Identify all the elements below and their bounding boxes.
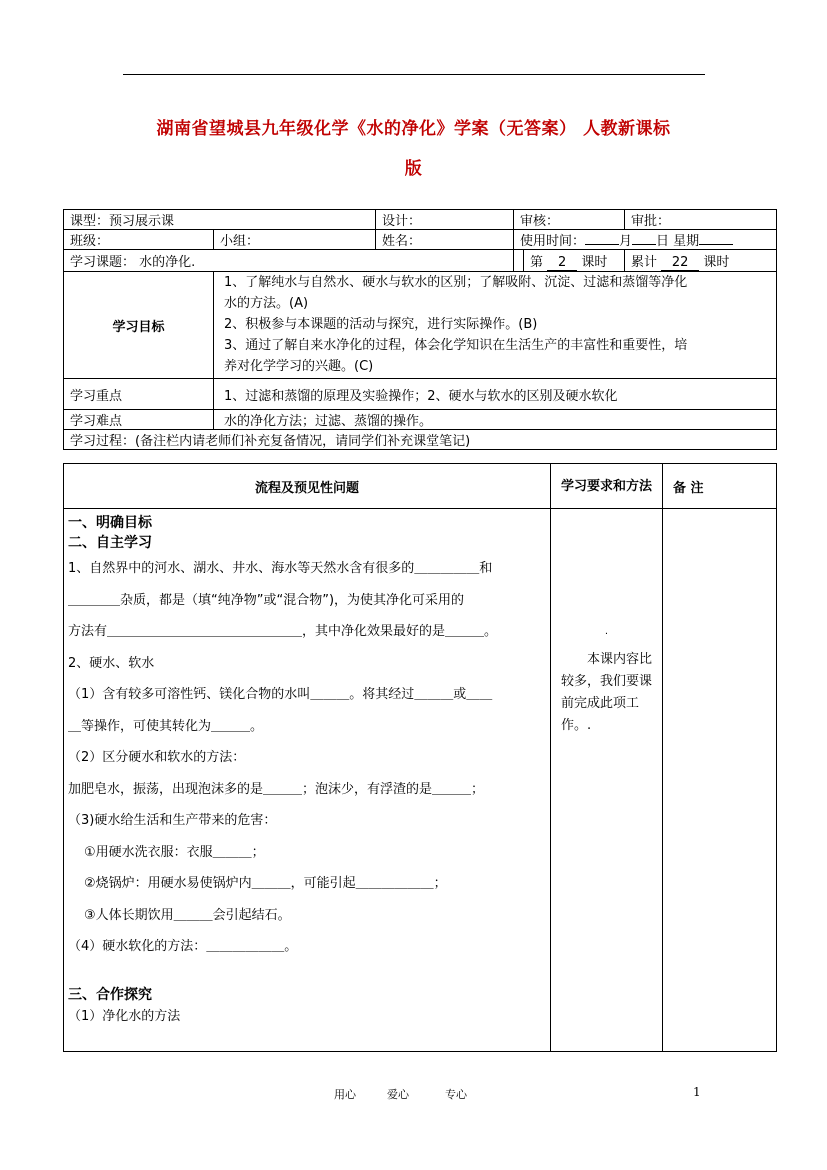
total-suffix: 课时 [703,254,730,270]
goals-label: 学习目标 [64,272,214,379]
reviewer-field: 审核： [514,210,625,230]
mark: . [604,626,609,637]
footer-motto: 专心 [445,1088,467,1101]
question-line: ＿等操作，可使其转化为＿＿＿。 [68,718,264,734]
designer-field: 设计： [376,210,514,230]
section-heading: 三、合作探究 [68,986,152,1003]
document-title-continued: 版 [404,159,423,179]
column-note-header: 备 注 [663,464,777,509]
goal-line: 水的方法。(A) [224,296,309,311]
course-type: 课型：预习展示课 [64,210,376,230]
remarks-column [663,509,777,1052]
blank [699,244,733,245]
question-line: 1、自然界中的河水、湖水、井水、海水等天然水含有很多的＿＿＿＿＿和 [68,561,493,576]
day-label: 日 星期 [656,234,700,249]
approver-field: 审批： [625,210,777,230]
topic-field [64,250,514,272]
use-time-label: 使用时间： [520,234,586,249]
method-note: 本课内容比较多，我们要课前完成此项工作。. [561,652,653,733]
total-lessons [625,250,777,272]
month-label: 月 [619,234,633,249]
question-line: 2、硬水、软水 [68,655,155,671]
question-line: 方法有＿＿＿＿＿＿＿＿＿＿＿＿＿＿＿，其中净化效果最好的是＿＿＿。 [68,624,498,639]
question-line: ③人体长期饮用＿＿＿会引起结石。 [84,907,291,923]
class-field: 班级： [64,230,214,250]
use-time-field [514,230,777,250]
question-line: 加肥皂水，振荡，出现泡沫多的是＿＿＿；泡沫少，有浮渣的是＿＿＿； [68,781,485,797]
goal-line: 养对化学学习的兴趣。(C) [224,359,374,374]
question-line: （1）含有较多可溶性钙、镁化合物的水叫＿＿＿。将其经过＿＿＿或＿＿ [68,687,493,702]
header-rule [123,74,705,75]
lesson-num: 2 [547,256,577,271]
question-line: （1）净化水的方法 [68,1008,181,1024]
question-line: （4）硬水软化的方法：＿＿＿＿＿＿。 [68,939,298,954]
learning-process-table [63,463,777,1052]
lesson-number [524,250,625,272]
key-points-label: 学习重点 [64,379,214,410]
lesson-prefix: 第 [530,254,544,270]
question-line: ②烧锅炉：用硬水易使锅炉内＿＿＿，可能引起＿＿＿＿＿＿； [84,876,447,891]
flow-content [64,509,551,1052]
goal-line: 1、了解纯水与自然水、硬水与软水的区别；了解吸附、沉淀、过滤和蒸馏等净化 [224,275,688,290]
footer-motto: 用心 [334,1088,356,1101]
section-heading: 二、自主学习 [68,535,152,551]
goal-line: 2、积极参与本课题的活动与探究，进行实际操作。(B) [224,317,538,332]
goal-line: 3、通过了解自来水净化的过程，体会化学知识在生活生产的丰富性和重要性，培 [224,338,688,353]
blank [632,244,656,245]
question-line: ①用硬水洗衣服：衣服＿＿＿； [84,844,265,860]
goals-content [214,272,777,379]
column-flow-header: 流程及预见性问题 [64,464,551,509]
method-column [551,509,663,1052]
document-title: 湖南省望城县九年级化学《水的净化》学案（无答案） 人教新课标 [156,119,671,139]
spacer [68,963,550,985]
blank [585,244,619,245]
lesson-suffix: 课时 [581,254,608,270]
footer-motto: 爱心 [387,1088,409,1101]
group-field: 小组： [214,230,376,250]
question-line: （2）区分硬水和软水的方法： [68,750,246,765]
question-line: （3)硬水给生活和生产带来的危害： [68,813,277,828]
page-number: 1 [693,1085,701,1099]
process-note: 学习过程：(备注栏内请老师们补充复备情况，请同学们补充课堂笔记) [64,430,777,450]
difficulties-label: 学习难点 [64,410,214,430]
column-method-header: 学习要求和方法 [551,464,663,509]
question-line: ＿＿＿＿杂质，都是（填“纯净物”或“混合物”)，为使其净化可采用的 [68,592,465,608]
difficulties-text: 水的净化方法；过滤、蒸馏的操作。 [214,410,777,430]
section-heading: 一、明确目标 [68,515,152,531]
spacer-cell [514,250,524,272]
topic-label: 学习课题： [70,255,136,270]
total-num: 22 [661,256,699,271]
lesson-info-table [63,209,777,450]
total-prefix: 累计 [631,254,658,270]
key-points-text: 1、过滤和蒸馏的原理及实验操作；2、硬水与软水的区别及硬水软化 [214,379,777,410]
name-field: 姓名： [376,230,514,250]
topic-value: 水的净化. [139,255,196,270]
